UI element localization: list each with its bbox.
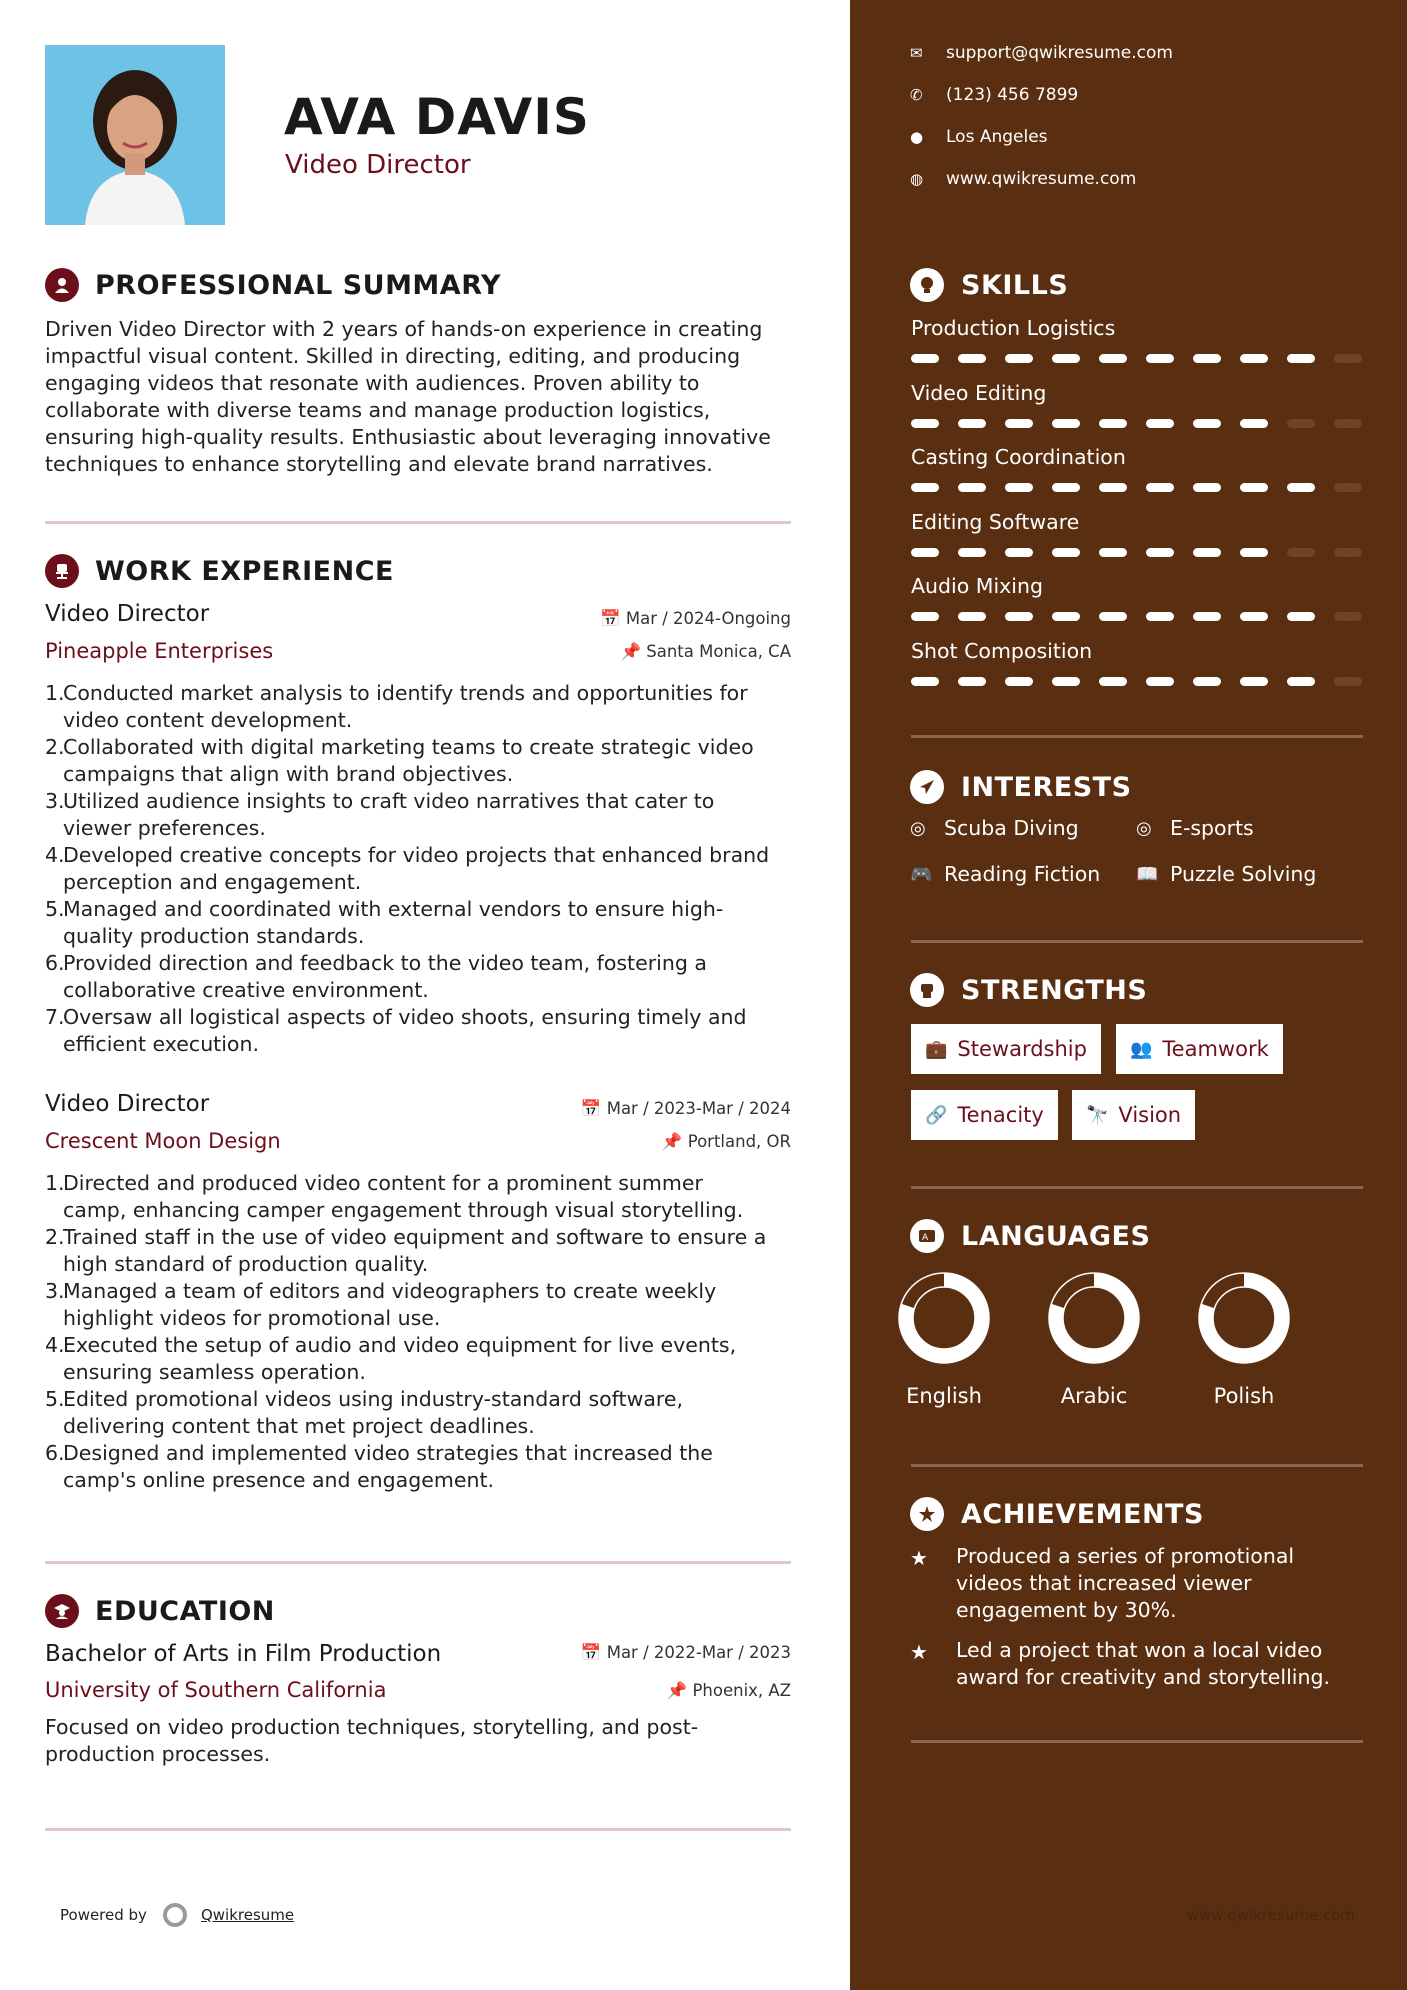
summary-line: collaborate with diverse teams and manage production logistics, bbox=[45, 398, 711, 422]
skill-level-dash bbox=[1099, 548, 1127, 557]
skill-level-dash bbox=[1193, 419, 1221, 428]
strengths-header bbox=[910, 973, 1147, 1007]
watermark: www.qwikresume.com bbox=[1187, 1906, 1355, 1924]
item-text bbox=[63, 1170, 743, 1224]
skill-level-dash bbox=[1005, 612, 1033, 621]
summary-line: Driven Video Director with 2 years of hands-on experience in creating bbox=[45, 317, 763, 341]
skill-level-bar bbox=[911, 677, 1381, 686]
item-line: Developed creative concepts for video projects that enhanced brand bbox=[63, 843, 770, 867]
skill-level-dash bbox=[1005, 354, 1033, 363]
job-location-text: Portland, OR bbox=[687, 1132, 791, 1151]
job-company: Crescent Moon Design bbox=[45, 1129, 281, 1153]
item-line: Oversaw all logistical aspects of video shoots, ensuring timely and bbox=[63, 1005, 747, 1029]
interest-item bbox=[1136, 862, 1316, 886]
interest-item bbox=[1136, 816, 1254, 840]
interests-header bbox=[910, 770, 1132, 804]
book-icon: 📖 bbox=[1136, 863, 1159, 885]
item-line: viewer preferences. bbox=[63, 816, 266, 840]
item-line: high standard of production quality. bbox=[63, 1252, 429, 1276]
skill-level-dash bbox=[1146, 612, 1174, 621]
skill-level-dash bbox=[1240, 354, 1268, 363]
item-text bbox=[63, 734, 754, 788]
item-line: Designed and implemented video strategies that increased the bbox=[63, 1441, 713, 1465]
envelope-icon: ✉ bbox=[910, 44, 923, 62]
item-line: Conducted market analysis to identify trends and opportunities for bbox=[63, 681, 748, 705]
section-divider bbox=[911, 1464, 1363, 1467]
school-name: University of Southern California bbox=[45, 1678, 387, 1702]
link-icon: 🔗 bbox=[925, 1104, 948, 1126]
experience-header bbox=[45, 554, 394, 588]
job-date-text: Mar / 2024-Ongoing bbox=[625, 609, 791, 628]
powered-by-label: Powered by bbox=[60, 1906, 147, 1924]
skill-level-dash bbox=[1146, 548, 1174, 557]
list-item bbox=[45, 1278, 795, 1332]
skill-level-dash bbox=[1052, 548, 1080, 557]
item-number: 2. bbox=[45, 1225, 65, 1249]
paper-plane-icon bbox=[910, 770, 944, 804]
strength-tag bbox=[1072, 1090, 1195, 1140]
skill-level-dash bbox=[1334, 548, 1362, 557]
item-number: 1. bbox=[45, 1171, 65, 1195]
summary-line: ensuring high-quality results. Enthusiastic about leveraging innovative bbox=[45, 425, 771, 449]
strengths-title: STRENGTHS bbox=[961, 974, 1148, 1006]
list-item bbox=[45, 1332, 795, 1386]
item-line: Edited promotional videos using industry-standard software, bbox=[63, 1387, 684, 1411]
item-text bbox=[63, 896, 723, 950]
item-line: Provided direction and feedback to the video team, fostering a bbox=[63, 951, 707, 975]
list-item bbox=[45, 734, 795, 788]
skill-level-dash bbox=[1099, 354, 1127, 363]
item-line: Directed and produced video content for a prominent summer bbox=[63, 1171, 703, 1195]
skill-level-dash bbox=[1334, 612, 1362, 621]
star-icon: ★ bbox=[910, 1640, 928, 1664]
achievement-line: award for creativity and storytelling. bbox=[956, 1665, 1331, 1689]
summary-text bbox=[45, 316, 795, 478]
item-line: video content development. bbox=[63, 708, 353, 732]
calendar-icon: 📅 bbox=[600, 609, 626, 628]
item-line: collaborative creative environment. bbox=[63, 978, 429, 1002]
skill-level-bar bbox=[911, 548, 1381, 557]
job-location bbox=[662, 1132, 791, 1152]
job-date bbox=[581, 1099, 791, 1119]
achievements-title: ACHIEVEMENTS bbox=[961, 1498, 1204, 1530]
item-line: Managed a team of editors and videographers to create weekly bbox=[63, 1279, 717, 1303]
strength-label: Stewardship bbox=[957, 1037, 1087, 1061]
item-line: Trained staff in the use of video equipment and software to ensure a bbox=[63, 1225, 767, 1249]
item-text bbox=[63, 1004, 747, 1058]
skill-level-dash bbox=[1005, 483, 1033, 492]
ring-inner bbox=[913, 1287, 975, 1349]
skill-level-dash bbox=[1334, 354, 1362, 363]
skill-level-bar bbox=[911, 483, 1381, 492]
sidebar bbox=[850, 0, 1407, 1990]
candidate-name: AVA DAVIS bbox=[284, 88, 590, 146]
achievement-item bbox=[910, 1637, 1350, 1691]
education-date-text: Mar / 2022-Mar / 2023 bbox=[606, 1643, 791, 1662]
summary-header bbox=[45, 268, 501, 302]
skill-level-dash bbox=[1287, 612, 1315, 621]
item-text bbox=[63, 788, 714, 842]
job-title: Video Director bbox=[45, 1091, 210, 1117]
phone-icon: ✆ bbox=[910, 86, 923, 104]
skills-header bbox=[910, 268, 1068, 302]
item-line: campaigns that align with brand objectives. bbox=[63, 762, 514, 786]
achievement-line: Produced a series of promotional bbox=[956, 1544, 1295, 1568]
list-item bbox=[45, 842, 795, 896]
item-number: 2. bbox=[45, 735, 65, 759]
education-line: Focused on video production techniques, storytelling, and post- bbox=[45, 1715, 699, 1739]
education-title: EDUCATION bbox=[95, 1595, 275, 1627]
skill-level-dash bbox=[1146, 354, 1174, 363]
item-text bbox=[63, 842, 769, 896]
job-company: Pineapple Enterprises bbox=[45, 639, 274, 663]
skill-name: Production Logistics bbox=[911, 316, 1116, 340]
skill-level-dash bbox=[1052, 419, 1080, 428]
item-number: 3. bbox=[45, 789, 65, 813]
item-line: efficient execution. bbox=[63, 1032, 259, 1056]
item-text bbox=[63, 1440, 713, 1494]
skill-level-dash bbox=[1287, 548, 1315, 557]
skill-level-dash bbox=[1099, 419, 1127, 428]
item-text bbox=[63, 680, 748, 734]
skill-level-dash bbox=[911, 354, 939, 363]
skill-level-dash bbox=[958, 354, 986, 363]
job-location bbox=[620, 642, 791, 662]
strength-tag bbox=[911, 1090, 1058, 1140]
skill-level-dash bbox=[1240, 677, 1268, 686]
education-location bbox=[667, 1681, 791, 1701]
experience-title: WORK EXPERIENCE bbox=[95, 555, 394, 587]
summary-line: engaging videos that resonate with audiences. Proven ability to bbox=[45, 371, 700, 395]
item-number: 6. bbox=[45, 1441, 65, 1465]
skill-level-dash bbox=[1052, 677, 1080, 686]
map-pin-icon: ● bbox=[910, 128, 924, 146]
strength-label: Tenacity bbox=[957, 1103, 1044, 1127]
language-label: Polish bbox=[1213, 1384, 1275, 1408]
website-text: www.qwikresume.com bbox=[946, 169, 1137, 189]
item-line: camp's online presence and engagement. bbox=[63, 1468, 495, 1492]
interests-title: INTERESTS bbox=[961, 771, 1132, 803]
interest-label: Reading Fiction bbox=[944, 862, 1101, 886]
skill-level-dash bbox=[1052, 483, 1080, 492]
job-duties bbox=[45, 1170, 795, 1494]
skill-level-dash bbox=[958, 483, 986, 492]
binoculars-icon: 🔭 bbox=[1086, 1104, 1109, 1126]
skill-name: Editing Software bbox=[911, 510, 1080, 534]
qwikresume-logo-icon bbox=[163, 1903, 187, 1927]
education-line: production processes. bbox=[45, 1742, 271, 1766]
list-item bbox=[45, 788, 795, 842]
skill-level-dash bbox=[911, 548, 939, 557]
section-divider bbox=[911, 1740, 1363, 1743]
skill-level-bar bbox=[911, 612, 1381, 621]
star-icon: ★ bbox=[910, 1546, 928, 1570]
job-location-text: Santa Monica, CA bbox=[646, 642, 791, 661]
skill-level-dash bbox=[1193, 677, 1221, 686]
item-number: 3. bbox=[45, 1279, 65, 1303]
skill-level-dash bbox=[958, 677, 986, 686]
summary-line: impactful visual content. Skilled in directing, editing, and producing bbox=[45, 344, 741, 368]
skill-level-dash bbox=[911, 419, 939, 428]
item-line: ensuring seamless operation. bbox=[63, 1360, 366, 1384]
strength-label: Vision bbox=[1118, 1103, 1182, 1127]
achievement-line: videos that increased viewer bbox=[956, 1571, 1252, 1595]
skill-level-dash bbox=[1193, 612, 1221, 621]
ring-inner bbox=[1063, 1287, 1125, 1349]
fist-icon bbox=[910, 973, 944, 1007]
chair-icon bbox=[45, 554, 79, 588]
language-label: Arabic bbox=[1060, 1384, 1128, 1408]
phone-text: (123) 456 7899 bbox=[946, 85, 1079, 105]
interest-item bbox=[910, 816, 1079, 840]
email-text: support@qwikresume.com bbox=[946, 43, 1173, 63]
skill-level-dash bbox=[958, 612, 986, 621]
skill-level-dash bbox=[1005, 677, 1033, 686]
item-number: 6. bbox=[45, 951, 65, 975]
list-item bbox=[45, 950, 795, 1004]
skill-level-dash bbox=[1240, 612, 1268, 621]
calendar-icon: 📅 bbox=[580, 1643, 607, 1662]
item-line: highlight videos for promotional use. bbox=[63, 1306, 441, 1330]
section-divider bbox=[911, 940, 1363, 943]
item-text bbox=[63, 950, 707, 1004]
skill-level-dash bbox=[1099, 612, 1127, 621]
item-line: delivering content that met project deadlines. bbox=[63, 1414, 535, 1438]
languages-title: LANGUAGES bbox=[961, 1220, 1151, 1252]
interest-label: Scuba Diving bbox=[944, 816, 1079, 840]
skill-level-dash bbox=[911, 677, 939, 686]
language-label: English bbox=[906, 1384, 982, 1408]
skill-level-dash bbox=[911, 483, 939, 492]
item-text bbox=[63, 1386, 683, 1440]
job-title: Video Director bbox=[45, 601, 210, 627]
skill-name: Video Editing bbox=[911, 381, 1047, 405]
achievement-text bbox=[956, 1543, 1294, 1624]
section-divider bbox=[911, 1186, 1363, 1189]
lifebuoy-icon: ◎ bbox=[910, 817, 926, 839]
skill-level-dash bbox=[911, 612, 939, 621]
item-line: Collaborated with digital marketing teams to create strategic video bbox=[63, 735, 754, 759]
globe-icon: ◍ bbox=[910, 170, 924, 188]
achievements-header bbox=[910, 1497, 1204, 1531]
item-line: Executed the setup of audio and video equipment for live events, bbox=[63, 1333, 737, 1357]
section-divider bbox=[45, 1561, 791, 1564]
skill-level-dash bbox=[1146, 483, 1174, 492]
skill-level-dash bbox=[1005, 419, 1033, 428]
skill-level-dash bbox=[1334, 677, 1362, 686]
section-divider bbox=[45, 521, 791, 524]
contact-location bbox=[910, 127, 1048, 147]
achievement-item bbox=[910, 1543, 1350, 1624]
skill-level-dash bbox=[958, 548, 986, 557]
avatar bbox=[45, 45, 225, 225]
language-level-ring bbox=[898, 1272, 990, 1364]
skill-level-dash bbox=[1099, 483, 1127, 492]
lightbulb-icon bbox=[910, 268, 944, 302]
education-header bbox=[45, 1594, 275, 1628]
briefcase-icon: 💼 bbox=[925, 1038, 948, 1060]
job-date bbox=[600, 609, 791, 629]
user-icon bbox=[45, 268, 79, 302]
summary-line: techniques to enhance storytelling and elevate brand narratives. bbox=[45, 452, 713, 476]
skills-title: SKILLS bbox=[961, 269, 1069, 301]
qwikresume-link[interactable]: Qwikresume bbox=[200, 1906, 295, 1924]
skill-level-dash bbox=[1146, 419, 1174, 428]
strength-label: Teamwork bbox=[1162, 1037, 1269, 1061]
skill-level-bar bbox=[911, 419, 1381, 428]
list-item bbox=[45, 1004, 795, 1058]
contact-email[interactable] bbox=[910, 43, 1173, 63]
pin-icon: 📌 bbox=[666, 1681, 693, 1700]
gamepad-icon: 🎮 bbox=[910, 863, 933, 885]
skill-level-dash bbox=[1287, 419, 1315, 428]
skill-level-dash bbox=[1146, 677, 1174, 686]
item-line: perception and engagement. bbox=[63, 870, 362, 894]
strength-tag bbox=[911, 1024, 1101, 1074]
education-text bbox=[45, 1714, 795, 1768]
skill-level-dash bbox=[1005, 548, 1033, 557]
skill-level-dash bbox=[1287, 354, 1315, 363]
skill-level-dash bbox=[1052, 612, 1080, 621]
achievement-line: Led a project that won a local video bbox=[956, 1638, 1323, 1662]
interest-item bbox=[910, 862, 1100, 886]
skill-level-dash bbox=[1193, 354, 1221, 363]
item-number: 7. bbox=[45, 1005, 65, 1029]
contact-phone[interactable] bbox=[910, 85, 1078, 105]
skill-level-bar bbox=[911, 354, 1381, 363]
skill-name: Audio Mixing bbox=[911, 574, 1043, 598]
contact-website[interactable] bbox=[910, 169, 1136, 189]
item-text bbox=[63, 1224, 766, 1278]
skill-level-dash bbox=[1099, 677, 1127, 686]
section-divider bbox=[45, 1828, 791, 1831]
skill-level-dash bbox=[958, 419, 986, 428]
star-badge-icon bbox=[910, 1497, 944, 1531]
list-item bbox=[45, 896, 795, 950]
lifebuoy-icon: ◎ bbox=[1136, 817, 1152, 839]
pin-icon: 📌 bbox=[620, 642, 647, 661]
skill-level-dash bbox=[1193, 483, 1221, 492]
languages-header bbox=[910, 1219, 1150, 1253]
language-level-ring bbox=[1048, 1272, 1140, 1364]
graduate-icon bbox=[45, 1594, 79, 1628]
education-location-text: Phoenix, AZ bbox=[692, 1681, 791, 1700]
item-number: 1. bbox=[45, 681, 65, 705]
skill-level-dash bbox=[1287, 677, 1315, 686]
skill-name: Shot Composition bbox=[911, 639, 1093, 663]
list-item bbox=[45, 1440, 795, 1494]
degree-title: Bachelor of Arts in Film Production bbox=[45, 1641, 442, 1667]
skill-level-dash bbox=[1240, 548, 1268, 557]
section-divider bbox=[911, 735, 1363, 738]
skill-name: Casting Coordination bbox=[911, 445, 1126, 469]
pin-icon: 📌 bbox=[661, 1132, 688, 1151]
item-line: Managed and coordinated with external vendors to ensure high- bbox=[63, 897, 724, 921]
interest-label: E-sports bbox=[1170, 816, 1254, 840]
list-item bbox=[45, 1170, 795, 1224]
svg-text:A: A bbox=[922, 1233, 929, 1243]
language-icon bbox=[910, 1219, 944, 1253]
skill-level-dash bbox=[1334, 483, 1362, 492]
powered-by bbox=[60, 1903, 294, 1927]
item-line: quality production standards. bbox=[63, 924, 365, 948]
item-number: 5. bbox=[45, 1387, 65, 1411]
language-level-ring bbox=[1198, 1272, 1290, 1364]
list-item bbox=[45, 1224, 795, 1278]
ring-inner bbox=[1213, 1287, 1275, 1349]
strength-tag bbox=[1116, 1024, 1283, 1074]
skill-level-dash bbox=[1052, 354, 1080, 363]
item-text bbox=[63, 1278, 716, 1332]
calendar-icon: 📅 bbox=[580, 1099, 607, 1118]
item-text bbox=[63, 1332, 736, 1386]
item-number: 5. bbox=[45, 897, 65, 921]
education-date bbox=[581, 1643, 791, 1663]
achievement-text bbox=[956, 1637, 1330, 1691]
list-item bbox=[45, 680, 795, 734]
interest-label: Puzzle Solving bbox=[1170, 862, 1317, 886]
job-date-text: Mar / 2023-Mar / 2024 bbox=[606, 1099, 791, 1118]
skill-level-dash bbox=[1334, 419, 1362, 428]
users-icon: 👥 bbox=[1130, 1038, 1153, 1060]
list-item bbox=[45, 1386, 795, 1440]
summary-title: PROFESSIONAL SUMMARY bbox=[95, 269, 502, 301]
achievement-line: engagement by 30%. bbox=[956, 1598, 1177, 1622]
skill-level-dash bbox=[1193, 548, 1221, 557]
skill-level-dash bbox=[1240, 419, 1268, 428]
skill-level-dash bbox=[1240, 483, 1268, 492]
item-line: Utilized audience insights to craft video narratives that cater to bbox=[63, 789, 715, 813]
skill-level-dash bbox=[1287, 483, 1315, 492]
job-duties bbox=[45, 680, 795, 1058]
item-line: camp, enhancing camper engagement through visual storytelling. bbox=[63, 1198, 744, 1222]
item-number: 4. bbox=[45, 1333, 65, 1357]
location-text: Los Angeles bbox=[946, 127, 1048, 147]
candidate-role: Video Director bbox=[285, 150, 471, 180]
item-number: 4. bbox=[45, 843, 65, 867]
